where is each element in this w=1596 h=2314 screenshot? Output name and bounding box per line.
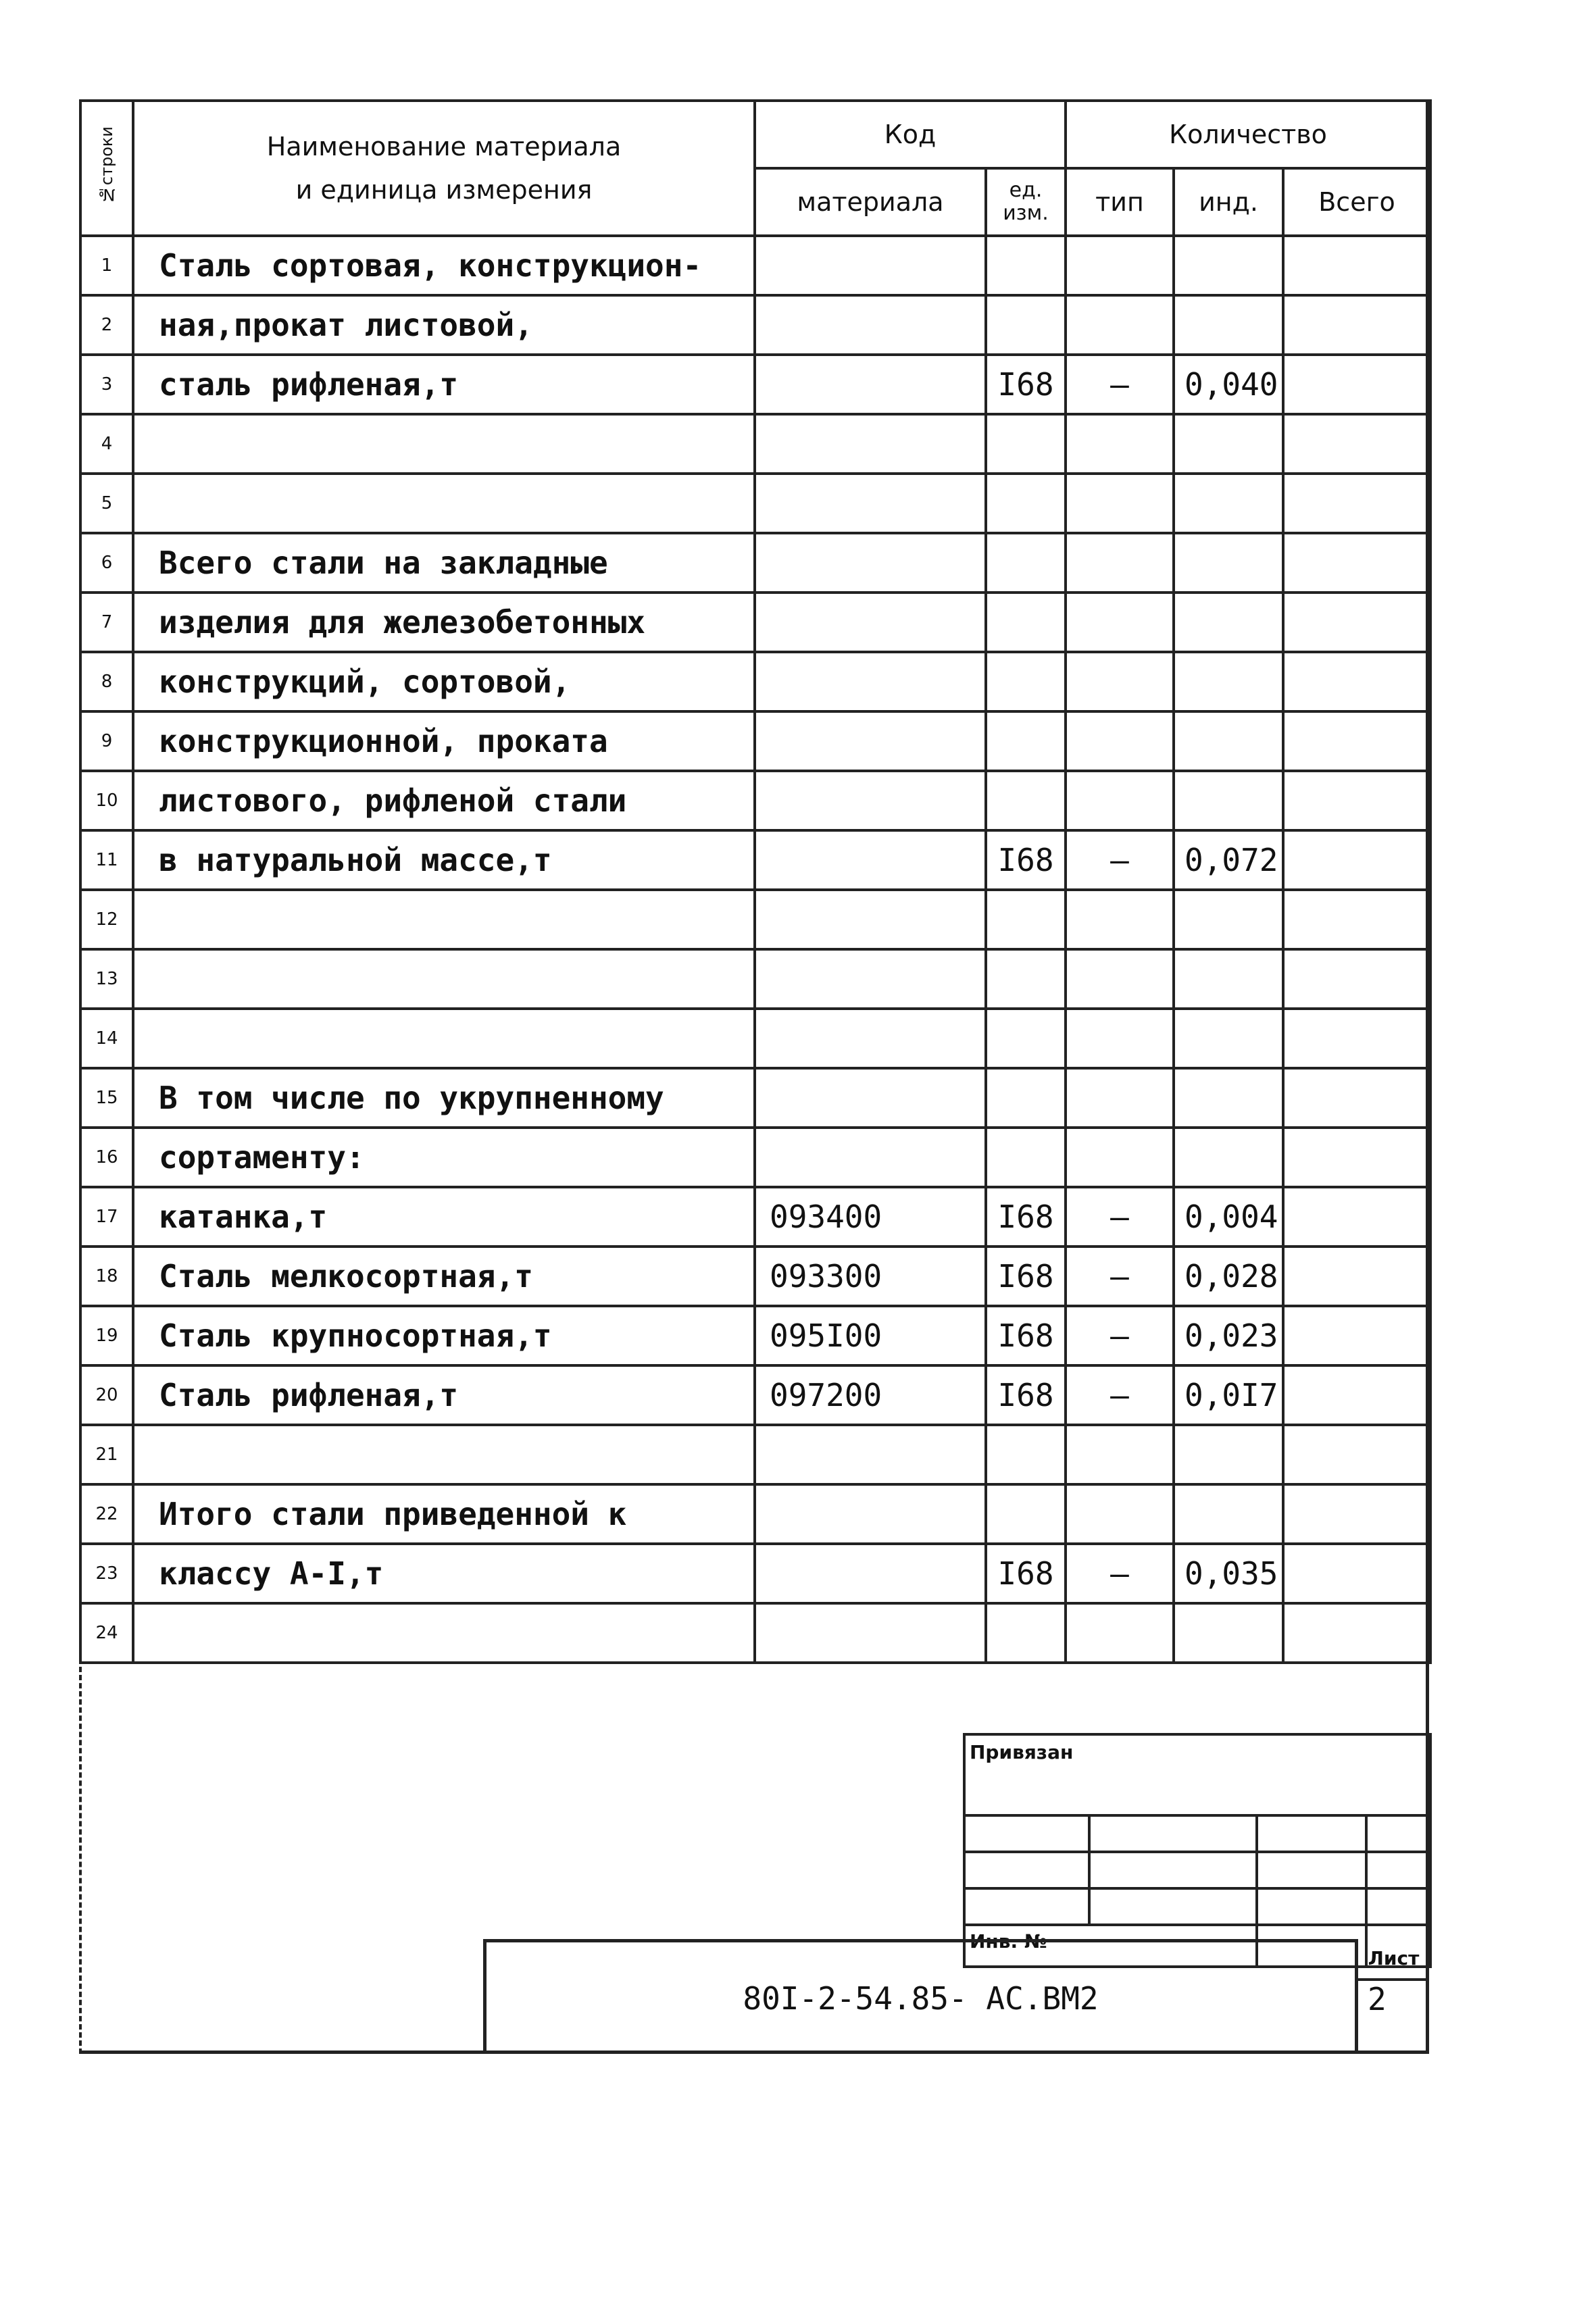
quantity-total <box>1283 711 1430 771</box>
table-row <box>80 1128 1430 1187</box>
table-row <box>80 1187 1430 1247</box>
table-row <box>80 1484 1430 1544</box>
unit-code <box>986 1484 1066 1544</box>
material-code <box>755 1544 986 1603</box>
title-block <box>483 1939 1358 2054</box>
quantity-type <box>1066 949 1174 1009</box>
quantity-total <box>1283 533 1430 593</box>
quantity-type <box>1066 1603 1174 1663</box>
material-code <box>755 236 986 295</box>
quantity-ind <box>1174 1603 1283 1663</box>
quantity-ind: 0,035 <box>1174 1544 1283 1603</box>
table-row <box>80 949 1430 1009</box>
material-name: листового, рифленой стали <box>133 771 755 830</box>
material-name: классу А-I,т <box>133 1544 755 1603</box>
material-name: конструкционной, проката <box>133 711 755 771</box>
quantity-total <box>1283 1128 1430 1187</box>
row-number: 8 <box>80 652 133 711</box>
row-number: 5 <box>80 474 133 533</box>
sheet-number-box <box>1355 1939 1429 2054</box>
quantity-total <box>1283 652 1430 711</box>
unit-code <box>986 890 1066 949</box>
quantity-type <box>1066 593 1174 652</box>
quantity-type: – <box>1066 1544 1174 1603</box>
material-code <box>755 1603 986 1663</box>
quantity-ind <box>1174 593 1283 652</box>
quantity-total <box>1283 355 1430 414</box>
unit-code: I68 <box>986 1247 1066 1306</box>
material-name: Сталь крупносортная,т <box>133 1306 755 1365</box>
material-code <box>755 414 986 474</box>
stamp-inv-no-label: Инв. № <box>964 1925 1257 1967</box>
quantity-total <box>1283 1009 1430 1068</box>
unit-code <box>986 771 1066 830</box>
unit-code <box>986 949 1066 1009</box>
table-row <box>80 1425 1430 1484</box>
unit-code <box>986 414 1066 474</box>
quantity-total <box>1283 1187 1430 1247</box>
material-code <box>755 771 986 830</box>
quantity-type: – <box>1066 1247 1174 1306</box>
row-number: 6 <box>80 533 133 593</box>
quantity-total <box>1283 1603 1430 1663</box>
quantity-type <box>1066 533 1174 593</box>
quantity-ind: 0,0I7 <box>1174 1365 1283 1425</box>
row-number: 4 <box>80 414 133 474</box>
table-row <box>80 1247 1430 1306</box>
unit-code <box>986 711 1066 771</box>
material-code: 093300 <box>755 1247 986 1306</box>
quantity-total <box>1283 1068 1430 1128</box>
quantity-type: – <box>1066 1187 1174 1247</box>
quantity-total <box>1283 949 1430 1009</box>
material-name: Всего стали на закладные <box>133 533 755 593</box>
material-code: 095I00 <box>755 1306 986 1365</box>
quantity-type: – <box>1066 830 1174 890</box>
row-number: 24 <box>80 1603 133 1663</box>
header-material: материала <box>755 168 986 236</box>
unit-code <box>986 1603 1066 1663</box>
row-number: 16 <box>80 1128 133 1187</box>
quantity-ind <box>1174 1425 1283 1484</box>
row-number: 23 <box>80 1544 133 1603</box>
quantity-ind <box>1174 949 1283 1009</box>
row-number: 3 <box>80 355 133 414</box>
material-name <box>133 949 755 1009</box>
material-code <box>755 295 986 355</box>
quantity-ind <box>1174 474 1283 533</box>
header-row-number: №строки <box>80 101 133 236</box>
table-row <box>80 1544 1430 1603</box>
quantity-ind <box>1174 533 1283 593</box>
quantity-total <box>1283 890 1430 949</box>
header-ind: инд. <box>1174 168 1283 236</box>
material-name: Сталь мелкосортная,т <box>133 1247 755 1306</box>
unit-code <box>986 652 1066 711</box>
row-number: 21 <box>80 1425 133 1484</box>
quantity-total <box>1283 474 1430 533</box>
row-number: 11 <box>80 830 133 890</box>
quantity-total <box>1283 414 1430 474</box>
quantity-type <box>1066 1009 1174 1068</box>
quantity-type <box>1066 1484 1174 1544</box>
sheet-number: 2 <box>1368 1981 1387 2017</box>
header-name: Наименование материала и единица измерения <box>133 101 755 236</box>
quantity-type <box>1066 771 1174 830</box>
material-code: 093400 <box>755 1187 986 1247</box>
quantity-total <box>1283 236 1430 295</box>
unit-code <box>986 593 1066 652</box>
quantity-total <box>1283 1247 1430 1306</box>
table-row <box>80 1068 1430 1128</box>
unit-code <box>986 1068 1066 1128</box>
unit-code <box>986 1128 1066 1187</box>
material-name: ная,прокат листовой, <box>133 295 755 355</box>
quantity-ind <box>1174 711 1283 771</box>
header-code: Код <box>755 101 1066 168</box>
unit-code: I68 <box>986 1187 1066 1247</box>
table-row <box>80 533 1430 593</box>
unit-code <box>986 1009 1066 1068</box>
quantity-total <box>1283 1365 1430 1425</box>
table-row <box>80 1603 1430 1663</box>
row-number: 14 <box>80 1009 133 1068</box>
material-name: сортаменту: <box>133 1128 755 1187</box>
table-row <box>80 474 1430 533</box>
table-row <box>80 355 1430 414</box>
quantity-type <box>1066 890 1174 949</box>
material-name <box>133 1603 755 1663</box>
quantity-ind <box>1174 295 1283 355</box>
quantity-ind: 0,072 <box>1174 830 1283 890</box>
material-code <box>755 1068 986 1128</box>
material-code <box>755 355 986 414</box>
material-code <box>755 1009 986 1068</box>
table-row <box>80 771 1430 830</box>
quantity-type <box>1066 1128 1174 1187</box>
quantity-type: – <box>1066 1365 1174 1425</box>
row-number: 10 <box>80 771 133 830</box>
quantity-total <box>1283 1306 1430 1365</box>
material-code <box>755 711 986 771</box>
material-name: В том числе по укрупненному <box>133 1068 755 1128</box>
quantity-total <box>1283 771 1430 830</box>
material-code <box>755 1128 986 1187</box>
unit-code <box>986 236 1066 295</box>
material-code <box>755 890 986 949</box>
material-name: Итого стали приведенной к <box>133 1484 755 1544</box>
row-number: 13 <box>80 949 133 1009</box>
quantity-ind <box>1174 1484 1283 1544</box>
quantity-ind <box>1174 652 1283 711</box>
quantity-type <box>1066 474 1174 533</box>
quantity-type <box>1066 414 1174 474</box>
row-number: 2 <box>80 295 133 355</box>
quantity-type <box>1066 711 1174 771</box>
unit-code: I68 <box>986 355 1066 414</box>
material-name <box>133 474 755 533</box>
quantity-ind <box>1174 771 1283 830</box>
table-row <box>80 236 1430 295</box>
row-number: 19 <box>80 1306 133 1365</box>
row-number: 15 <box>80 1068 133 1128</box>
row-number: 22 <box>80 1484 133 1544</box>
table-row <box>80 1365 1430 1425</box>
quantity-ind: 0,028 <box>1174 1247 1283 1306</box>
row-number: 20 <box>80 1365 133 1425</box>
material-code <box>755 1425 986 1484</box>
quantity-type: – <box>1066 1306 1174 1365</box>
material-name: Сталь сортовая, конструкцион- <box>133 236 755 295</box>
material-name: Сталь рифленая,т <box>133 1365 755 1425</box>
quantity-type <box>1066 652 1174 711</box>
material-code <box>755 949 986 1009</box>
quantity-ind <box>1174 890 1283 949</box>
unit-code <box>986 533 1066 593</box>
unit-code: I68 <box>986 1544 1066 1603</box>
table-row <box>80 890 1430 949</box>
material-name: изделия для железобетонных <box>133 593 755 652</box>
quantity-total <box>1283 1425 1430 1484</box>
quantity-ind <box>1174 1068 1283 1128</box>
stamp-linked-label: Привязан <box>964 1734 1430 1815</box>
header-quantity: Количество <box>1066 101 1430 168</box>
quantity-type <box>1066 295 1174 355</box>
header-type: тип <box>1066 168 1174 236</box>
header-total: Всего <box>1283 168 1430 236</box>
unit-code <box>986 1425 1066 1484</box>
material-code <box>755 533 986 593</box>
table-row <box>80 652 1430 711</box>
table-row <box>80 1009 1430 1068</box>
table-row <box>80 295 1430 355</box>
quantity-total <box>1283 1484 1430 1544</box>
material-name <box>133 414 755 474</box>
material-name: катанка,т <box>133 1187 755 1247</box>
row-number: 18 <box>80 1247 133 1306</box>
quantity-type <box>1066 1425 1174 1484</box>
quantity-ind <box>1174 1128 1283 1187</box>
material-code: 097200 <box>755 1365 986 1425</box>
quantity-total <box>1283 830 1430 890</box>
materials-table <box>79 99 1432 1664</box>
sheet-label: Лист <box>1358 1939 1429 1981</box>
header-unit: ед. изм. <box>986 168 1066 236</box>
quantity-type <box>1066 1068 1174 1128</box>
row-number: 7 <box>80 593 133 652</box>
material-code <box>755 830 986 890</box>
row-number: 17 <box>80 1187 133 1247</box>
quantity-ind: 0,040 <box>1174 355 1283 414</box>
unit-code <box>986 295 1066 355</box>
table-row <box>80 830 1430 890</box>
quantity-total <box>1283 295 1430 355</box>
unit-code: I68 <box>986 830 1066 890</box>
unit-code: I68 <box>986 1306 1066 1365</box>
table-row <box>80 593 1430 652</box>
material-code <box>755 652 986 711</box>
quantity-ind: 0,023 <box>1174 1306 1283 1365</box>
material-name: конструкций, сортовой, <box>133 652 755 711</box>
material-code <box>755 474 986 533</box>
quantity-ind <box>1174 236 1283 295</box>
quantity-total <box>1283 593 1430 652</box>
material-name <box>133 1425 755 1484</box>
material-code <box>755 1484 986 1544</box>
unit-code: I68 <box>986 1365 1066 1425</box>
quantity-ind <box>1174 1009 1283 1068</box>
material-name: в натуральной массе,т <box>133 830 755 890</box>
row-number: 9 <box>80 711 133 771</box>
quantity-type <box>1066 236 1174 295</box>
material-name: сталь рифленая,т <box>133 355 755 414</box>
row-number: 12 <box>80 890 133 949</box>
material-name <box>133 890 755 949</box>
document-code: 80I-2-54.85- АС.ВМ2 <box>743 1980 1099 2017</box>
material-code <box>755 593 986 652</box>
table-row <box>80 1306 1430 1365</box>
table-row <box>80 711 1430 771</box>
quantity-type: – <box>1066 355 1174 414</box>
unit-code <box>986 474 1066 533</box>
quantity-total <box>1283 1544 1430 1603</box>
quantity-ind <box>1174 414 1283 474</box>
quantity-ind: 0,004 <box>1174 1187 1283 1247</box>
row-number: 1 <box>80 236 133 295</box>
table-row <box>80 414 1430 474</box>
material-name <box>133 1009 755 1068</box>
